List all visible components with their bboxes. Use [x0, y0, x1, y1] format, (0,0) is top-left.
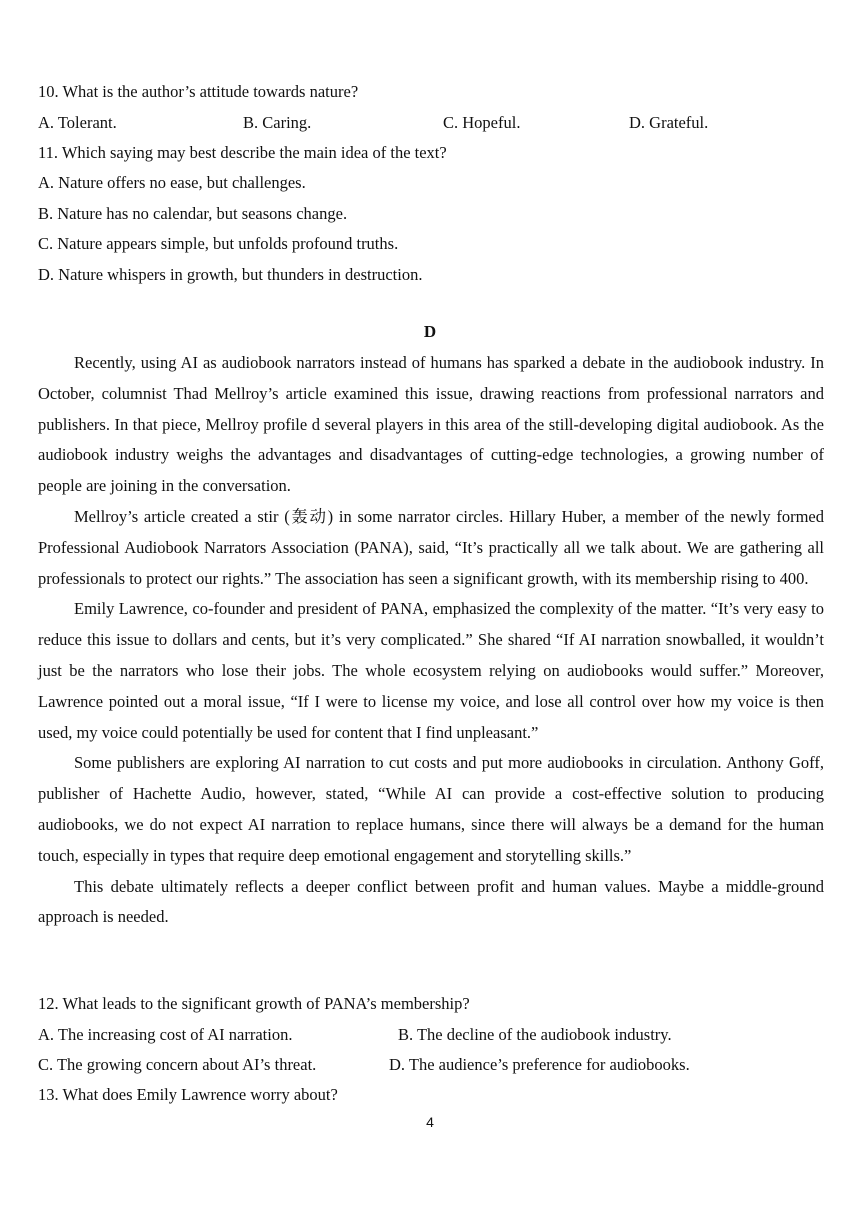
- section-title: D: [423, 322, 437, 341]
- question-12-option-a: A. The increasing cost of AI narration.: [38, 1025, 293, 1044]
- question-11-option-d: D. Nature whispers in growth, but thunders in destruction.: [38, 265, 423, 284]
- question-10-option-d: D. Grateful.: [629, 113, 709, 132]
- question-10-option-c: C. Hopeful.: [443, 113, 521, 132]
- question-12-option-c: C. The growing concern about AI’s threat.: [38, 1055, 317, 1074]
- question-12-option-d: D. The audience’s preference for audiobooks.: [389, 1055, 690, 1074]
- question-11-option-a: A. Nature offers no ease, but challenges.: [38, 173, 306, 192]
- question-13-stem: 13. What does Emily Lawrence worry about?: [38, 1085, 338, 1104]
- question-10-option-b: B. Caring.: [243, 113, 312, 132]
- passage-paragraph: Mellroy’s article created a stir (轰动) in some narrator circles. Hillary Huber, a member of the newly formed Professional Audiobook Narrators Association (PANA), said, “It’s practically all we talk about. We are gathering all professionals to protect our rights.” The association has seen a significant growth, with its membership rising to 400.: [38, 506, 824, 588]
- passage-paragraph: Recently, using AI as audiobook narrators instead of humans has sparked a debate in the audiobook industry. In October, columnist Thad Mellroy’s article examined this issue, drawing reactions from professional narrators and publishers. In that piece, Mellroy profile d several players in this area of the still-developing digital audiobook. As the audiobook industry weighs the advantages and disadvantages of cutting-edge technologies, a growing number of people are joining in the conversation.: [38, 353, 824, 496]
- question-10-option-a: A. Tolerant.: [38, 113, 117, 132]
- question-11-option-b: B. Nature has no calendar, but seasons change.: [38, 204, 348, 223]
- passage-paragraph: Some publishers are exploring AI narration to cut costs and put more audiobooks in circulation. Anthony Goff, publisher of Hachette Audio, however, stated, “While AI can provide a cost-effective solution to producing audiobooks, we do not expect AI narration to replace humans, since there will always be a demand for the human touch, especially in types that require deep emotional engagement and storytelling skills.”: [38, 753, 824, 865]
- question-12-stem: 12. What leads to the significant growth of PANA’s membership?: [38, 994, 470, 1013]
- question-12-option-b: B. The decline of the audiobook industry.: [398, 1025, 672, 1044]
- question-11-stem: 11. Which saying may best describe the main idea of the text?: [38, 143, 447, 162]
- passage-paragraph: This debate ultimately reflects a deeper conflict between profit and human values. Maybe a middle-ground approach is needed.: [38, 876, 824, 927]
- question-11-option-c: C. Nature appears simple, but unfolds profound truths.: [38, 234, 399, 253]
- passage-paragraph: Emily Lawrence, co-founder and president of PANA, emphasized the complexity of the matter. “It’s very easy to reduce this issue to dollars and cents, but it’s very complicated.” She shared “If AI narration snowballed, it wouldn’t just be the narrators who lose their jobs. The whole ecosystem relying on audiobooks would suffer.” Moreover, Lawrence pointed out a moral issue, “If I were to license my voice, and lose all control over how my voice is then used, my voice could potentially be used for content that I find unpleasant.”: [38, 599, 824, 742]
- question-10-stem: 10. What is the author’s attitude towards nature?: [38, 82, 359, 101]
- reading-passage: [38, 348, 824, 933]
- page-number: 4: [426, 1114, 434, 1130]
